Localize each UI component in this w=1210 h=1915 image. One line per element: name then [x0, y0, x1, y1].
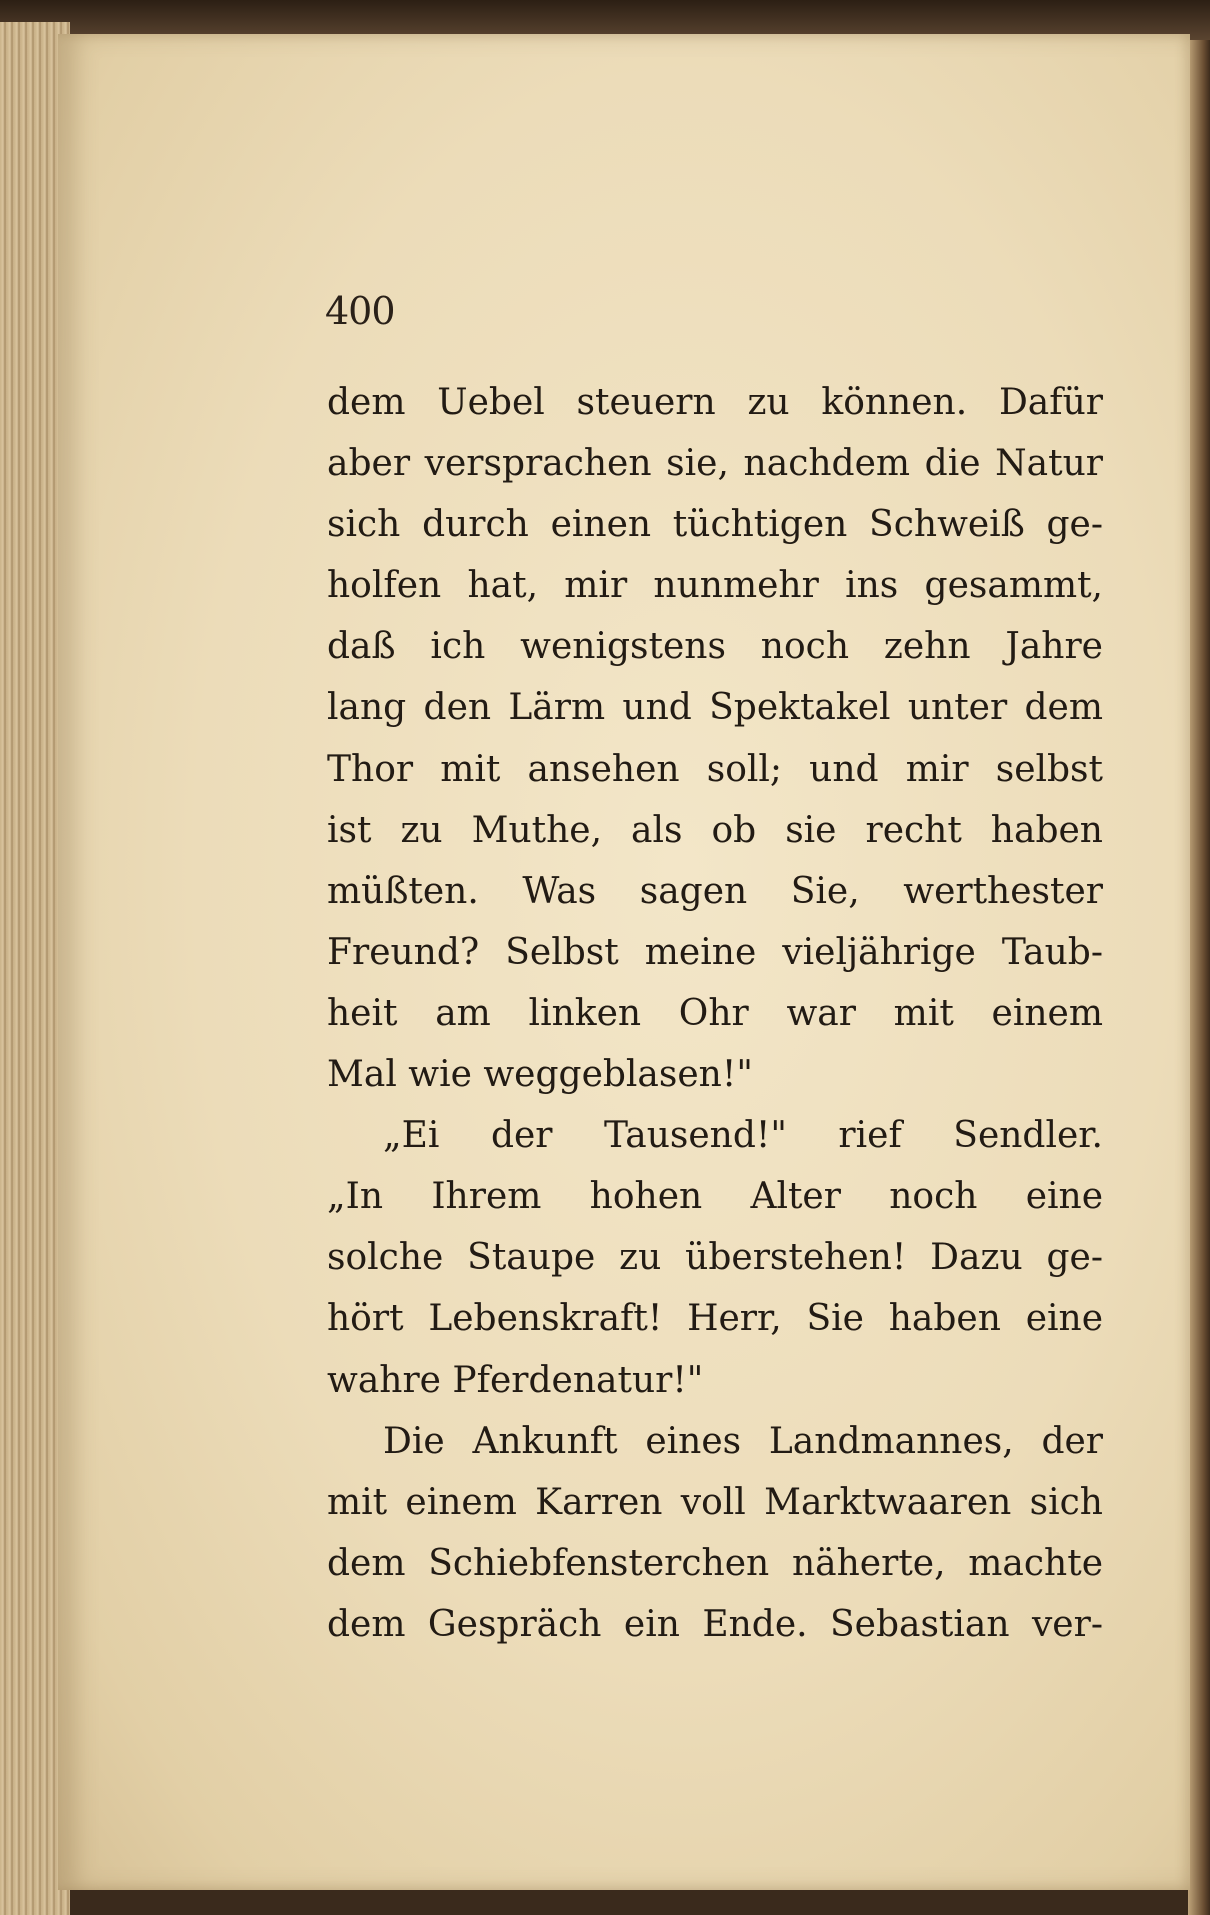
text-line: daß ich wenigstens noch zehn Jahre — [327, 626, 1103, 668]
text-line: wahre Pferdenatur!" — [327, 1359, 704, 1401]
text-line: hört Lebenskraft! Herr, Sie haben eine — [327, 1298, 1103, 1340]
text-line: mit einem Karren voll Marktwaaren sich — [327, 1481, 1103, 1523]
text-line: Mal wie weggeblasen!" — [327, 1054, 753, 1096]
text-line: sich durch einen tüchtigen Schweiß ge- — [327, 504, 1103, 546]
text-line: dem Schiebfensterchen näherte, machte — [327, 1542, 1103, 1584]
text-line: „Ei der Tausend!" rief Sendler. — [383, 1115, 1103, 1157]
text-line: solche Staupe zu überstehen! Dazu ge- — [327, 1237, 1103, 1279]
text-line: Die Ankunft eines Landmannes, der — [383, 1420, 1103, 1462]
text-line: lang den Lärm und Spektakel unter dem — [327, 687, 1103, 729]
text-line: „In Ihrem hohen Alter noch eine — [327, 1176, 1103, 1218]
text-line: dem Gespräch ein Ende. Sebastian ver- — [327, 1603, 1103, 1645]
book-spine-right — [1188, 40, 1210, 1915]
page-number: 400 — [325, 289, 395, 333]
text-line: aber versprachen sie, nachdem die Natur — [327, 443, 1103, 485]
text-line: dem Uebel steuern zu können. Dafür — [327, 382, 1103, 423]
text-line: Thor mit ansehen soll; und mir selbst — [327, 748, 1103, 790]
text-line: holfen hat, mir nunmehr ins gesammt, — [327, 565, 1103, 607]
text-line: müßten. Was sagen Sie, werthester — [327, 870, 1103, 912]
text-line: ist zu Muthe, als ob sie recht haben — [327, 809, 1103, 851]
body-text — [327, 372, 1103, 1655]
text-line: heit am linken Ohr war mit einem — [327, 992, 1103, 1034]
text-line: Freund? Selbst meine vieljährige Taub- — [327, 931, 1103, 973]
